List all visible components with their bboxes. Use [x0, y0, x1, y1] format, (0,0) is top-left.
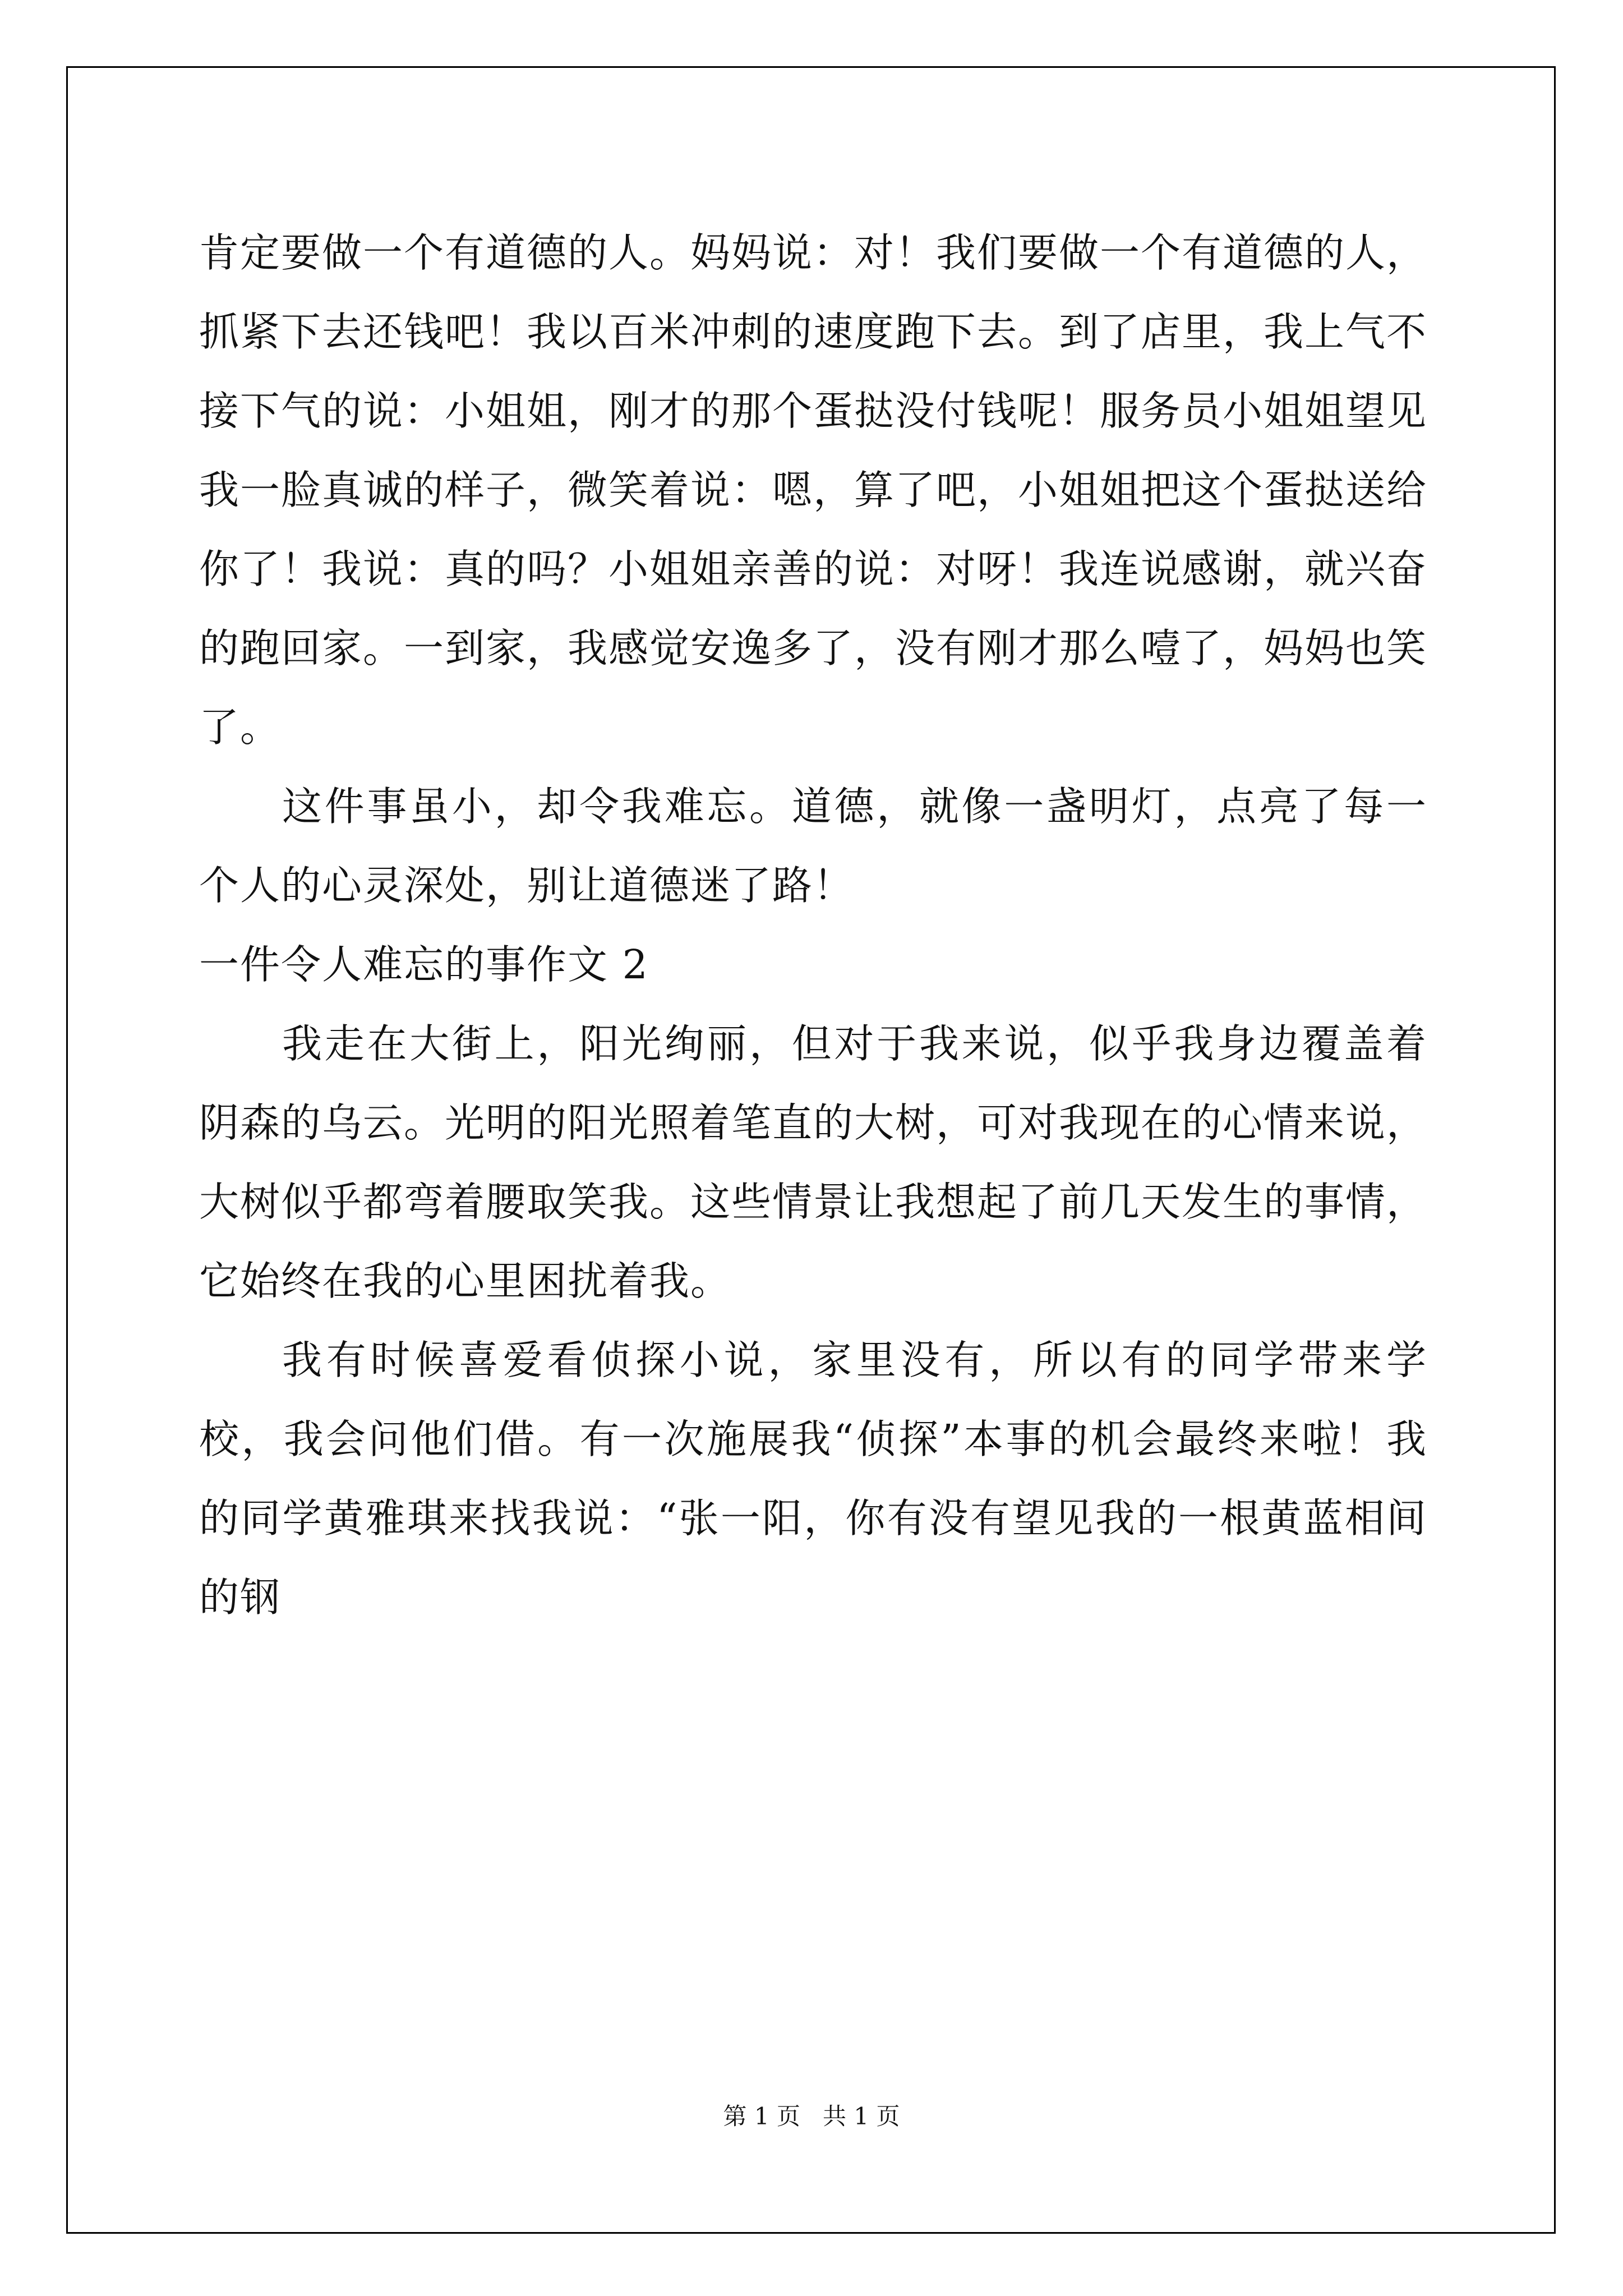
paragraph-4: 我有时候喜爱看侦探小说，家里没有，所以有的同学带来学校，我会问他们借。有一次施展我“侦探”本事的机会最终来啦！我的同学黄雅琪来找我说：“张一阳，你有没有望见我的一根黄蓝相间的钢	[199, 1337, 1427, 1621]
paragraph-2: 这件事虽小，却令我难忘。道德，就像一盏明灯，点亮了每一个人的心灵深处，别让道德迷了路！	[199, 783, 1427, 909]
section-heading: 一件令人难忘的事作文 2	[199, 941, 649, 988]
paragraph-1: 肯定要做一个有道德的人。妈妈说：对！我们要做一个有道德的人，抓紧下去还钱吧！我以百米冲刺的速度跑下去。到了店里，我上气不接下气的说：小姐姐，刚才的那个蛋挞没付钱呢！服务员小姐姐望见我一脸真诚的样子，微笑着说：嗯，算了吧，小姐姐把这个蛋挞送给你了！我说：真的吗？小姐姐亲善的说：对呀！我连说感谢，就兴奋的跑回家。一到家，我感觉安逸多了，没有刚才那么噎了，妈妈也笑了。	[199, 229, 1428, 751]
paragraph-3: 我走在大街上，阳光绚丽，但对于我来说，似乎我身边覆盖着阴森的乌云。光明的阳光照着笔直的大树，可对我现在的心情来说，大树似乎都弯着腰取笑我。这些情景让我想起了前几天发生的事情，它始终在我的心里困扰着我。	[199, 1020, 1428, 1304]
page-footer: 第 1 页 共 1 页	[723, 2102, 900, 2130]
document-body	[199, 213, 1427, 1637]
